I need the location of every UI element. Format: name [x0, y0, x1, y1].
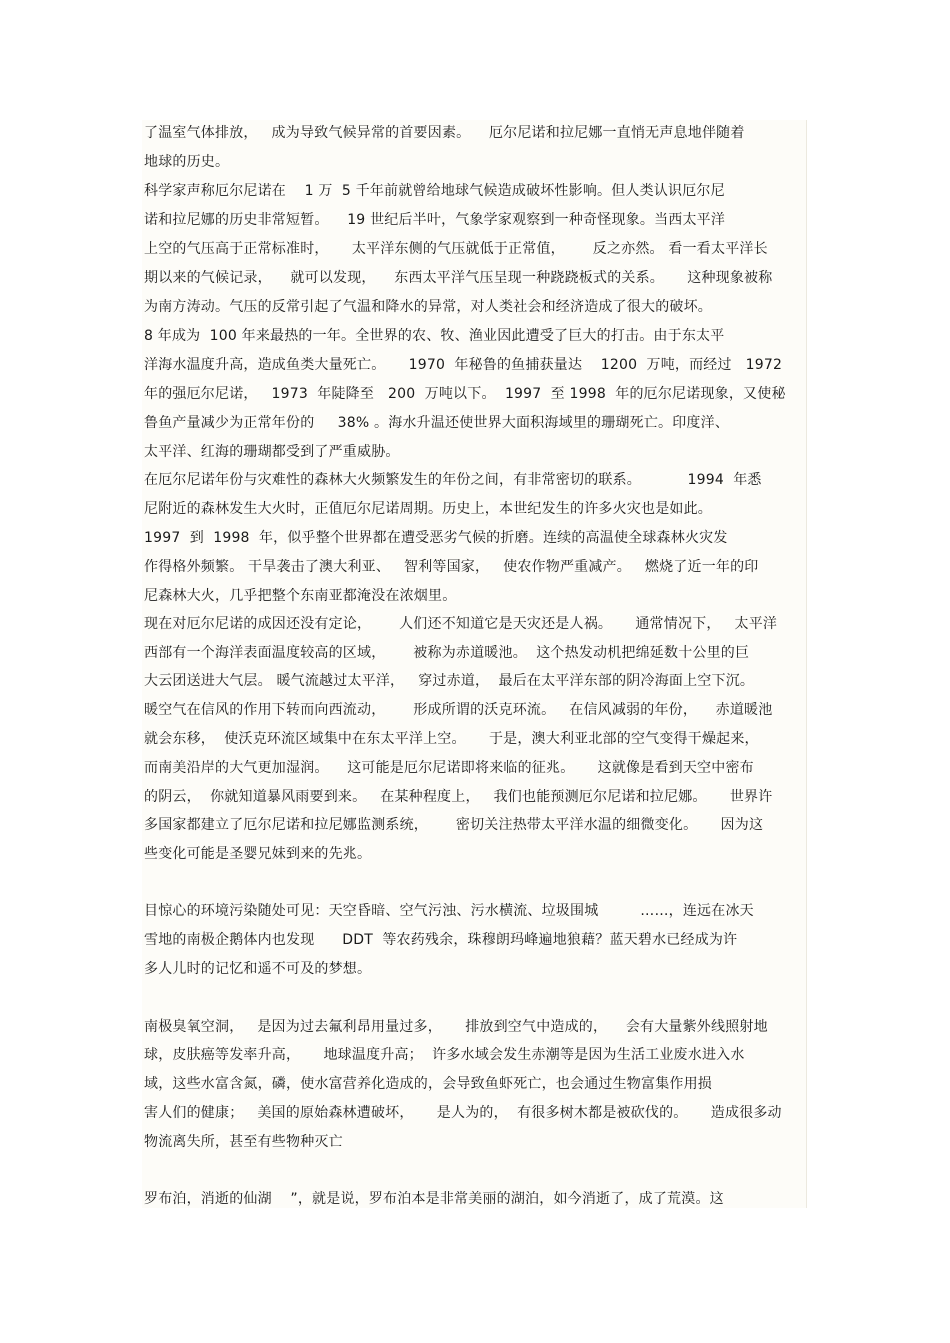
text-line: 些变化可能是圣婴兄妹到来的先兆。	[144, 846, 372, 862]
text-line: 期以来的气候记录， 就可以发现， 东西太平洋气压呈现一种跷跷板式的关系。 这种现象被称	[144, 270, 773, 286]
text-line: 8 年成为 100 年来最热的一年。全世界的农、牧、渔业因此遭受了巨大的打击。由于东太平	[144, 328, 725, 344]
text-line: 多人儿时的记忆和遥不可及的梦想。	[144, 961, 372, 977]
text-line: 鲁鱼产量减少为正常年份的 38% 。海水升温还使世界大面积海域里的珊瑚死亡。印度洋、	[144, 415, 730, 431]
text-line: 年的强厄尔尼诺， 1973 年陡降至 200 万吨以下。 1997 至 1998 年的厄尔尼诺现象，又使秘	[144, 386, 786, 402]
text-line: 诺和拉尼娜的历史非常短暂。 19 世纪后半叶，气象学家观察到一种奇怪现象。当西太平洋	[144, 212, 726, 228]
text-line: 尼附近的森林发生大火时，正值厄尔尼诺周期。历史上，本世纪发生的许多火灾也是如此。	[144, 501, 712, 517]
text-line: 上空的气压高于正常标准时， 太平洋东侧的气压就低于正常值， 反之亦然。 看一看太平洋长	[144, 241, 768, 257]
text-line: 目惊心的环境污染随处可见：天空昏暗、空气污浊、污水横流、垃圾围城 ……，连远在冰天	[144, 903, 754, 919]
text-line: 太平洋、红海的珊瑚都受到了严重威胁。	[144, 444, 400, 460]
text-line: 科学家声称厄尔尼诺在 1 万 5 千年前就曾给地球气候造成破坏性影响。但人类认识厄尔尼	[144, 183, 725, 199]
text-line: 罗布泊，消逝的仙湖 ”，就是说，罗布泊本是非常美丽的湖泊，如今消逝了，成了荒漠。这	[144, 1191, 724, 1207]
text-line: 多国家都建立了厄尔尼诺和拉尼娜监测系统， 密切关注热带太平洋水温的细微变化。 因为这	[144, 817, 764, 833]
text-line: 作得格外频繁。 干旱袭击了澳大利亚、 智利等国家， 使农作物严重减产。 燃烧了近一年的印	[144, 559, 759, 575]
text-line: 现在对厄尔尼诺的成因还没有定论， 人们还不知道它是天灾还是人祸。 通常情况下， 太平洋	[144, 616, 778, 632]
text-line: 雪地的南极企鹅体内也发现 DDT 等农药残余，珠穆朗玛峰遍地狼藉？蓝天碧水已经成为许	[144, 932, 738, 948]
text-line: 西部有一个海洋表面温度较高的区域， 被称为赤道暖池。 这个热发动机把绵延数十公里的巨	[144, 645, 750, 661]
text-line: 就会东移， 使沃克环流区域集中在东太平洋上空。 于是，澳大利亚北部的空气变得干燥起来，	[144, 731, 759, 747]
text-line: 的阴云， 你就知道暴风雨要到来。 在某种程度上， 我们也能预测厄尔尼诺和拉尼娜。 世界许	[144, 789, 773, 805]
text-line: 物流离失所，甚至有些物种灭亡	[144, 1134, 343, 1150]
text-line: 地球的历史。	[144, 154, 230, 170]
text-line: 了温室气体排放， 成为导致气候异常的首要因素。 厄尔尼诺和拉尼娜一直悄无声息地伴随着	[144, 125, 745, 141]
text-line: 南极臭氧空洞， 是因为过去氟利昂用量过多， 排放到空气中造成的， 会有大量紫外线照射地	[144, 1019, 768, 1035]
text-line: 球，皮肤癌等发率升高， 地球温度升高； 许多水域会发生赤潮等是因为生活工业废水进入水	[144, 1047, 745, 1063]
text-line: 1997 到 1998 年，似乎整个世界都在遭受恶劣气候的折磨。连续的高温使全球森林火灾发	[144, 530, 728, 546]
text-line: 害人们的健康； 美国的原始森林遭破坏， 是人为的， 有很多树木都是被砍伐的。 造成很多动	[144, 1105, 782, 1121]
text-line: 而南美沿岸的大气更加湿润。 这可能是厄尔尼诺即将来临的征兆。 这就像是看到天空中密布	[144, 760, 754, 776]
text-line: 暖空气在信风的作用下转而向西流动， 形成所谓的沃克环流。 在信风减弱的年份， 赤道暖池	[144, 702, 773, 718]
text-line: 尼森林大火，几乎把整个东南亚都淹没在浓烟里。	[144, 588, 457, 604]
text-line: 在厄尔尼诺年份与灾难性的森林大火频繁发生的年份之间，有非常密切的联系。 1994 年悉	[144, 472, 762, 488]
text-line: 洋海水温度升高，造成鱼类大量死亡。 1970 年秘鲁的鱼捕获量达 1200 万吨，而经过 1972	[144, 357, 783, 373]
text-line: 大云团送进大气层。 暖气流越过太平洋， 穿过赤道， 最后在太平洋东部的阴冷海面上空下沉。	[144, 673, 755, 689]
text-line: 为南方涛动。气压的反常引起了气温和降水的异常，对人类社会和经济造成了很大的破坏。	[144, 299, 712, 315]
text-line: 域，这些水富含氮，磷，使水富营养化造成的，会导致鱼虾死亡，也会通过生物富集作用损	[144, 1076, 712, 1092]
